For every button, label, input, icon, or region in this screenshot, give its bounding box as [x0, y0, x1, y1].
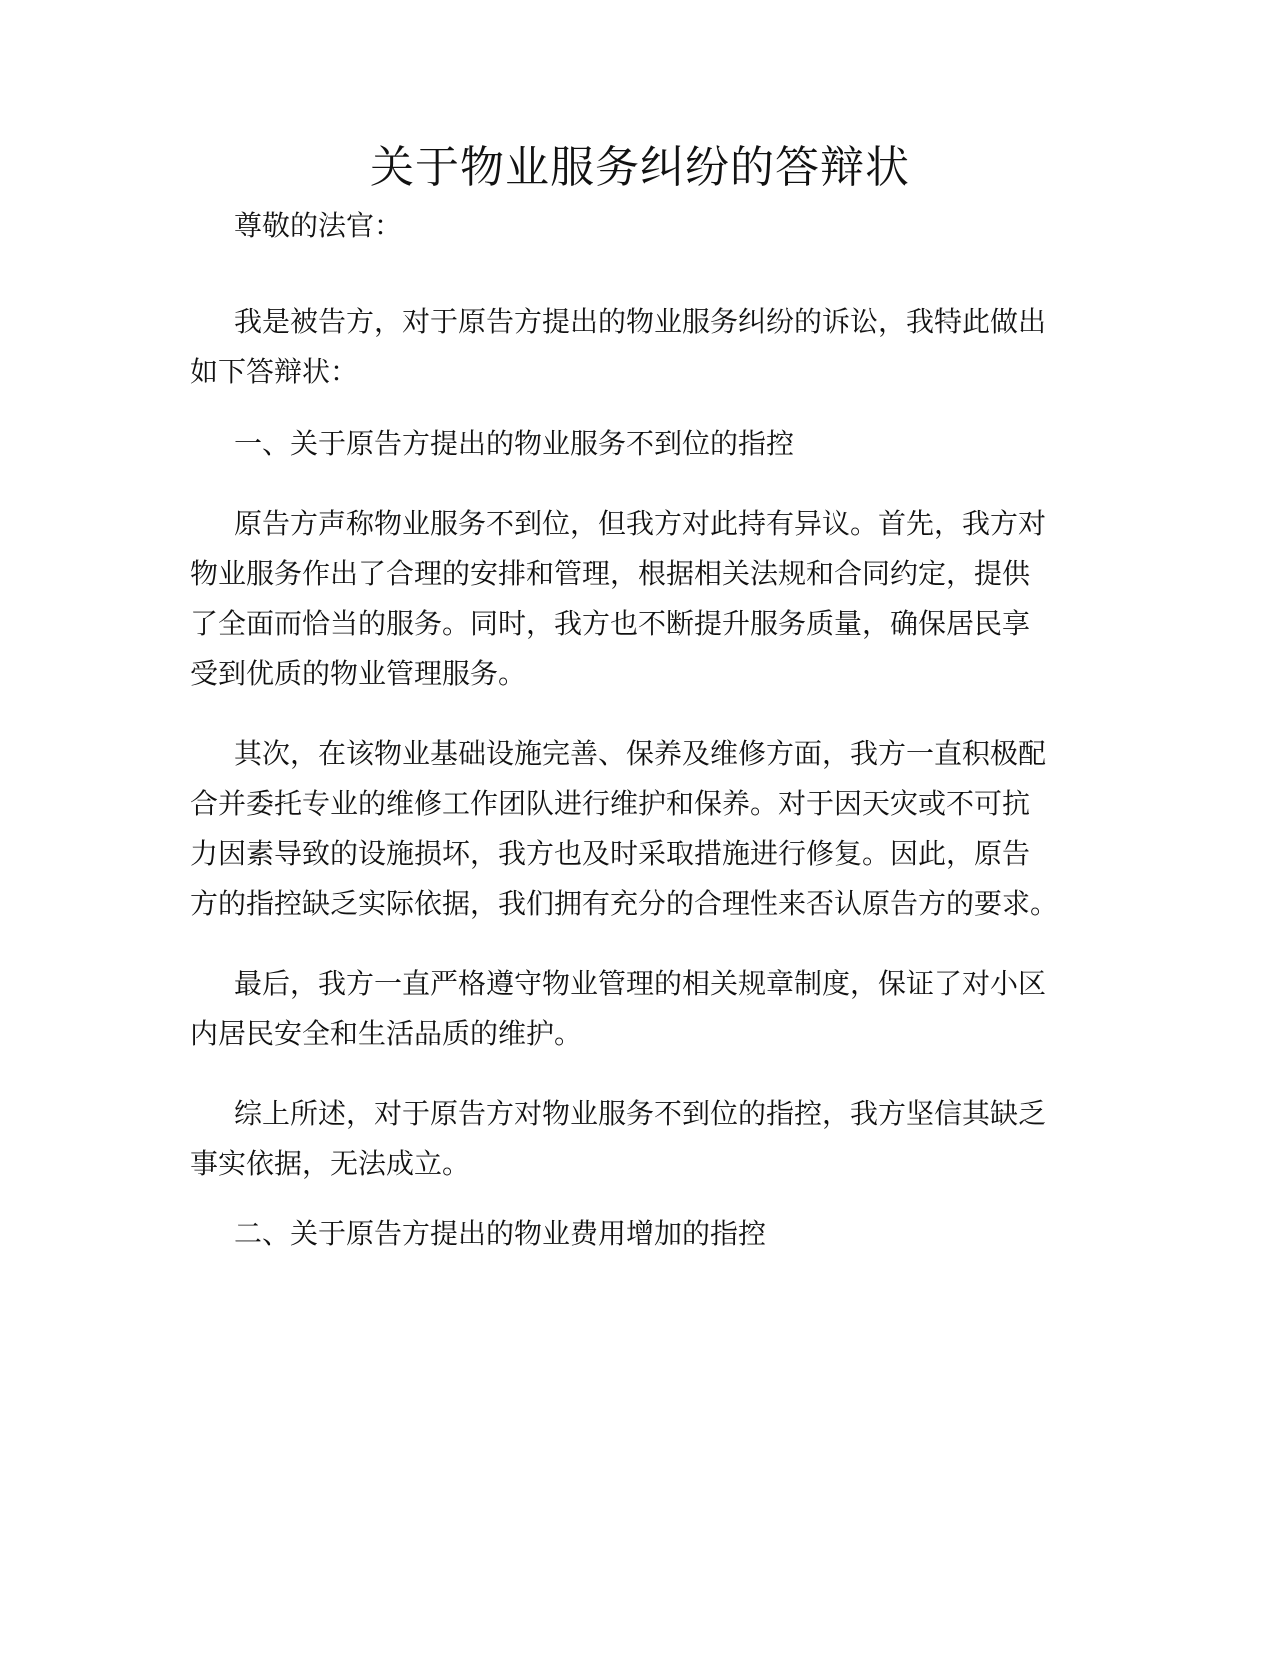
paragraph-line: 了全面而恰当的服务。同时，我方也不断提升服务质量，确保居民享: [190, 607, 1031, 640]
salutation: 尊敬的法官：: [234, 209, 403, 242]
section1-heading: 一、关于原告方提出的物业服务不到位的指控: [234, 427, 795, 460]
paragraph-line: 事实依据，无法成立。: [190, 1147, 471, 1180]
paragraph-line: 方的指控缺乏实际依据，我们拥有充分的合理性来否认原告方的要求。: [190, 887, 1059, 920]
intro-line: 我是被告方，对于原告方提出的物业服务纠纷的诉讼，我特此做出: [234, 305, 1047, 338]
paragraph-line: 物业服务作出了合理的安排和管理，根据相关法规和合同约定，提供: [190, 557, 1031, 590]
section2-heading: 二、关于原告方提出的物业费用增加的指控: [234, 1217, 767, 1250]
document-title: 关于物业服务纠纷的答辩状: [370, 142, 910, 193]
paragraph-line: 其次，在该物业基础设施完善、保养及维修方面，我方一直积极配: [234, 737, 1047, 770]
paragraph-line: 力因素导致的设施损坏，我方也及时采取措施进行修复。因此，原告: [190, 837, 1031, 870]
paragraph-line: 受到优质的物业管理服务。: [190, 657, 527, 690]
paragraph-line: 合并委托专业的维修工作团队进行维护和保养。对于因天灾或不可抗: [190, 787, 1031, 820]
intro-line: 如下答辩状：: [190, 355, 359, 388]
paragraph-line: 最后，我方一直严格遵守物业管理的相关规章制度，保证了对小区: [234, 967, 1047, 1000]
paragraph-line: 原告方声称物业服务不到位，但我方对此持有异议。首先，我方对: [234, 507, 1047, 540]
paragraph-line: 综上所述，对于原告方对物业服务不到位的指控，我方坚信其缺乏: [234, 1097, 1047, 1130]
paragraph-line: 内居民安全和生活品质的维护。: [190, 1017, 583, 1050]
